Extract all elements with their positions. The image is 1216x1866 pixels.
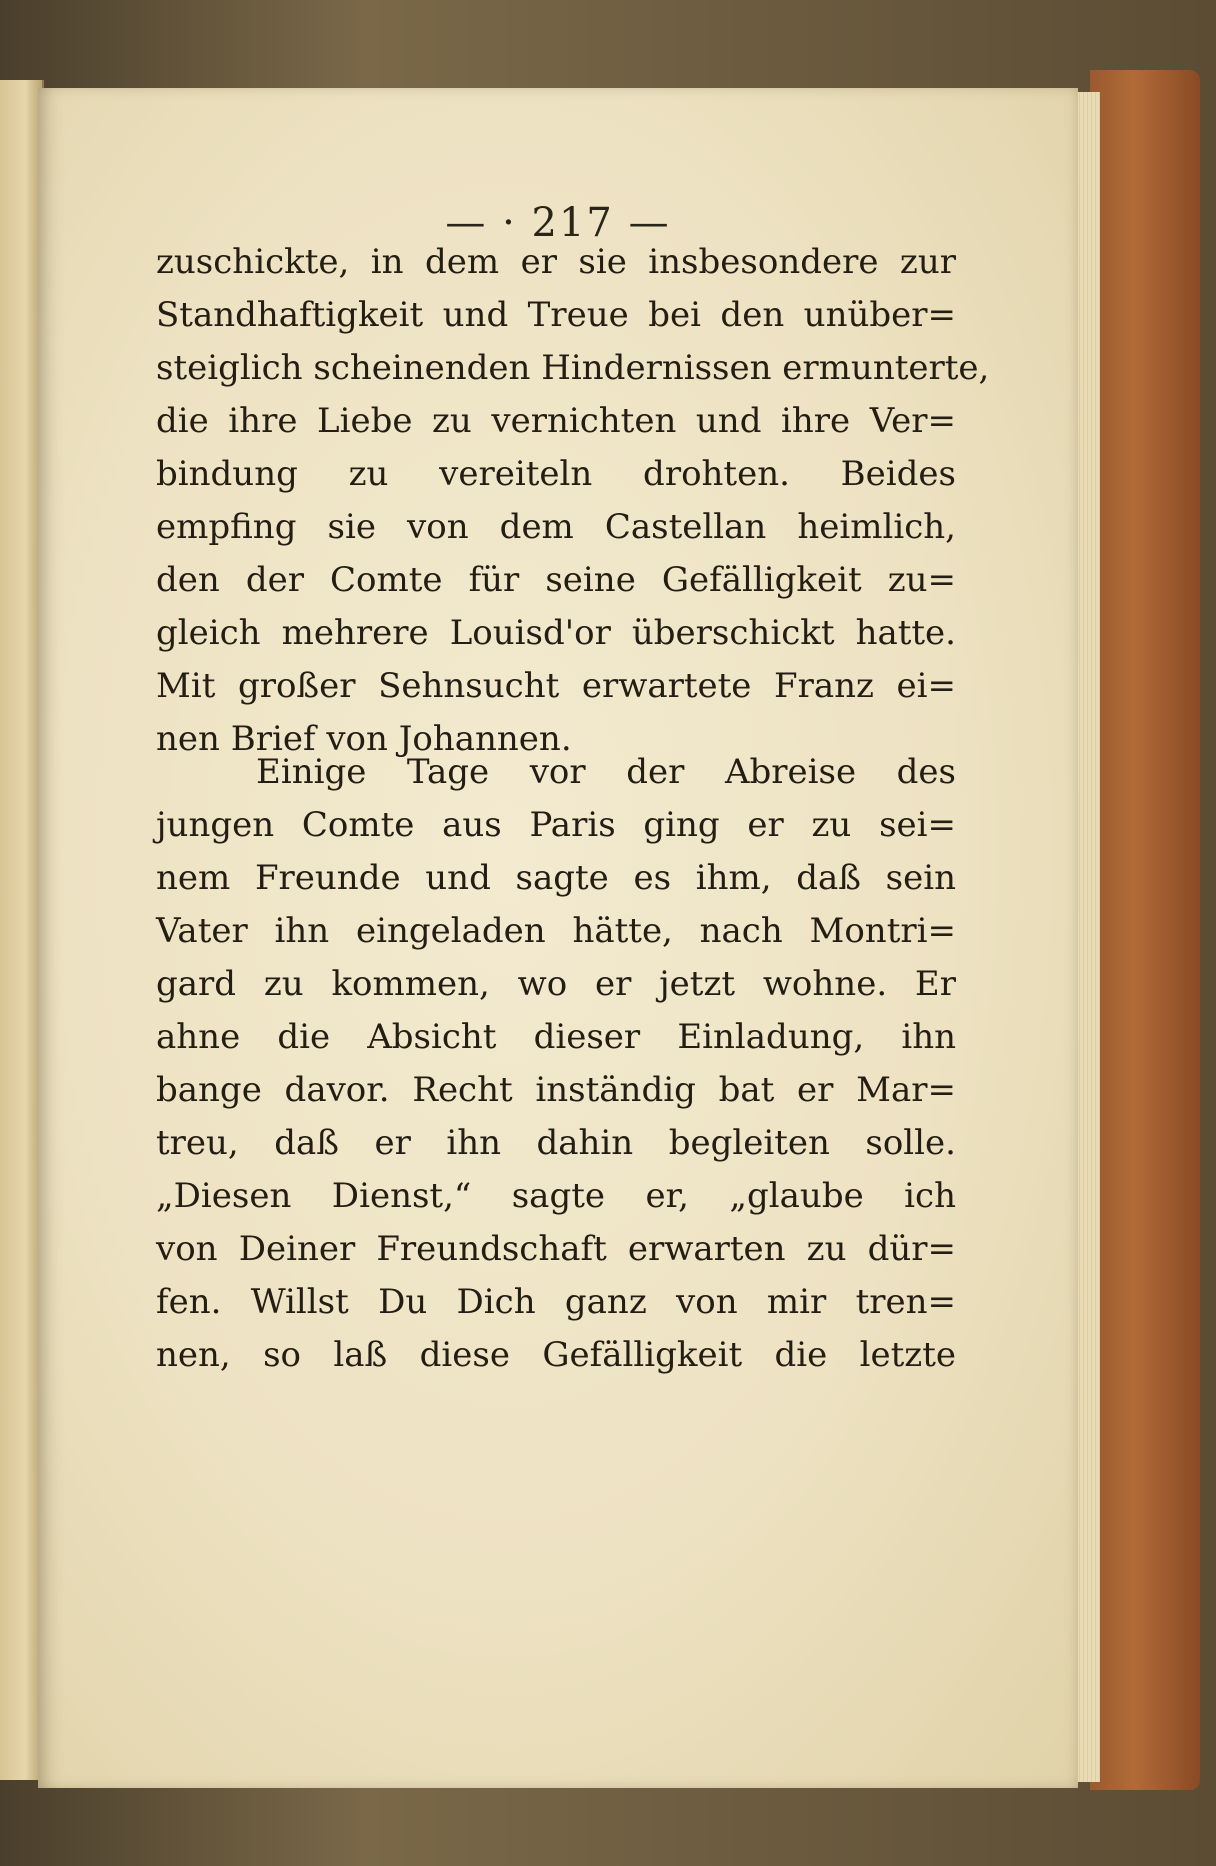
text-line: Einige Tage vor der Abreise des bbox=[256, 752, 956, 792]
text-line: zuschickte, in dem er sie insbesondere zur bbox=[156, 242, 956, 282]
text-line: nem Freunde und sagte es ihm, daß sein bbox=[156, 858, 956, 898]
text-line: Standhaftigkeit und Treue bei den unüber= bbox=[156, 295, 956, 335]
text-line: Vater ihn eingeladen hätte, nach Montri= bbox=[156, 911, 956, 951]
paragraph-1 bbox=[156, 236, 990, 766]
text-line: Mit großer Sehnsucht erwartete Franz ei= bbox=[156, 666, 956, 706]
text-line: „Diesen Dienst,“ sagte er, „glaube ich bbox=[156, 1176, 956, 1216]
text-line: gleich mehrere Louisd'or überschickt hatte. bbox=[156, 613, 956, 653]
text-line: empfing sie von dem Castellan heimlich, bbox=[156, 507, 956, 547]
text-line: nen, so laß diese Gefälligkeit die letzte bbox=[156, 1335, 956, 1375]
book-cover-edge bbox=[1090, 70, 1200, 1790]
text-line: jungen Comte aus Paris ging er zu sei= bbox=[156, 805, 956, 845]
text-line: steiglich scheinenden Hindernissen ermunterte, bbox=[156, 348, 990, 388]
page-number-header: — · 217 — bbox=[445, 200, 671, 246]
text-line: bange davor. Recht inständig bat er Mar= bbox=[156, 1070, 956, 1110]
text-line: bindung zu vereiteln drohten. Beides bbox=[156, 454, 956, 494]
text-line: ahne die Absicht dieser Einladung, ihn bbox=[156, 1017, 956, 1057]
text-line: nen Brief von Johannen. bbox=[156, 719, 572, 759]
book-page bbox=[38, 88, 1078, 1788]
text-line: treu, daß er ihn dahin begleiten solle. bbox=[156, 1123, 956, 1163]
text-line: fen. Willst Du Dich ganz von mir tren= bbox=[156, 1282, 956, 1322]
text-line: von Deiner Freundschaft erwarten zu dür= bbox=[156, 1229, 956, 1269]
text-line: die ihre Liebe zu vernichten und ihre Ver= bbox=[156, 401, 956, 441]
text-line: den der Comte für seine Gefälligkeit zu= bbox=[156, 560, 956, 600]
text-line: gard zu kommen, wo er jetzt wohne. Er bbox=[156, 964, 956, 1004]
paragraph-2 bbox=[156, 746, 956, 1382]
